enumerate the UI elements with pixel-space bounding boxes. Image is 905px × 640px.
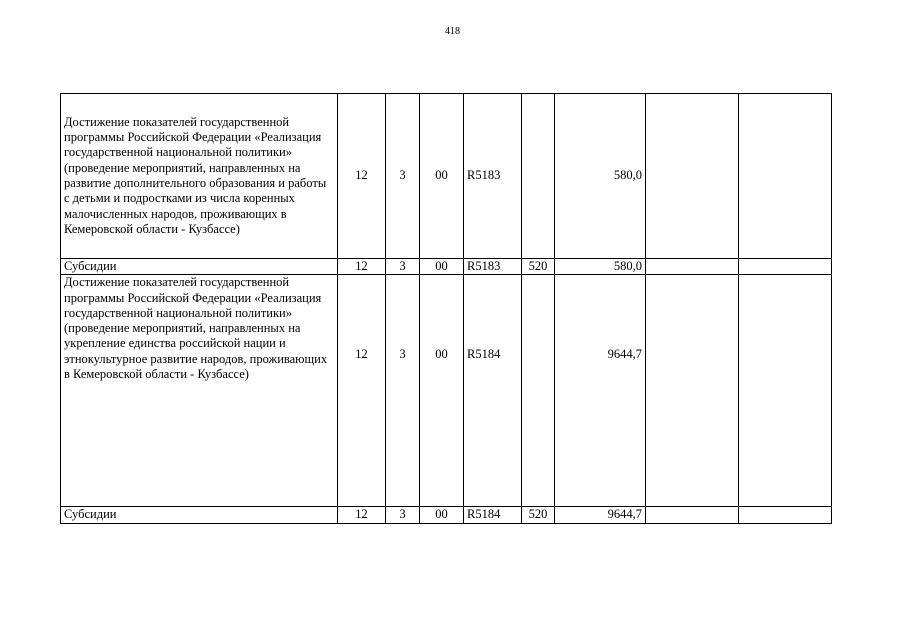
empty-cell xyxy=(739,275,832,507)
code-cell: R5183 xyxy=(464,94,522,259)
code-cell: 12 xyxy=(338,94,386,259)
code-cell: 3 xyxy=(386,94,420,259)
row-name-cell: Субсидии xyxy=(61,259,338,275)
empty-cell xyxy=(646,275,739,507)
code-cell: R5184 xyxy=(464,507,522,523)
code-cell: 520 xyxy=(522,507,555,523)
code-cell: R5183 xyxy=(464,259,522,275)
code-cell: 3 xyxy=(386,275,420,507)
code-cell: 3 xyxy=(386,259,420,275)
code-cell: 12 xyxy=(338,507,386,523)
amount-cell: 580,0 xyxy=(555,94,646,259)
empty-cell xyxy=(739,507,832,523)
empty-cell xyxy=(739,259,832,275)
row-name-cell: Достижение показателей государственной программы Российской Федерации «Реализация государственной национальной политики» (проведение мероприятий, направленных на развитие дополнительного образования и работы с детьми и подростками из числа коренных малочисленных народов, проживающих в Кемеровской области - Кузбассе) xyxy=(61,94,338,259)
amount-cell: 580,0 xyxy=(555,259,646,275)
table-row xyxy=(61,259,832,275)
table-row xyxy=(61,275,832,507)
table-row xyxy=(61,94,832,259)
amount-cell: 9644,7 xyxy=(555,507,646,523)
code-cell: 3 xyxy=(386,507,420,523)
empty-cell xyxy=(739,94,832,259)
code-cell: R5184 xyxy=(464,275,522,507)
page-number: 418 xyxy=(445,26,460,37)
amount-cell: 9644,7 xyxy=(555,275,646,507)
empty-cell xyxy=(646,259,739,275)
row-name-cell: Достижение показателей государственной программы Российской Федерации «Реализация государственной национальной политики» (проведение мероприятий, направленных на укрепление единства российской нации и этнокультурное развитие народов, проживающих в Кемеровской области - Кузбассе) xyxy=(61,275,338,507)
code-cell: 00 xyxy=(420,259,464,275)
code-cell: 00 xyxy=(420,94,464,259)
code-cell xyxy=(522,275,555,507)
code-cell: 12 xyxy=(338,259,386,275)
code-cell: 520 xyxy=(522,259,555,275)
budget-table xyxy=(60,93,832,524)
table-row xyxy=(61,507,832,523)
empty-cell xyxy=(646,94,739,259)
code-cell xyxy=(522,94,555,259)
code-cell: 00 xyxy=(420,507,464,523)
row-name-cell: Субсидии xyxy=(61,507,338,523)
code-cell: 00 xyxy=(420,275,464,507)
empty-cell xyxy=(646,507,739,523)
code-cell: 12 xyxy=(338,275,386,507)
